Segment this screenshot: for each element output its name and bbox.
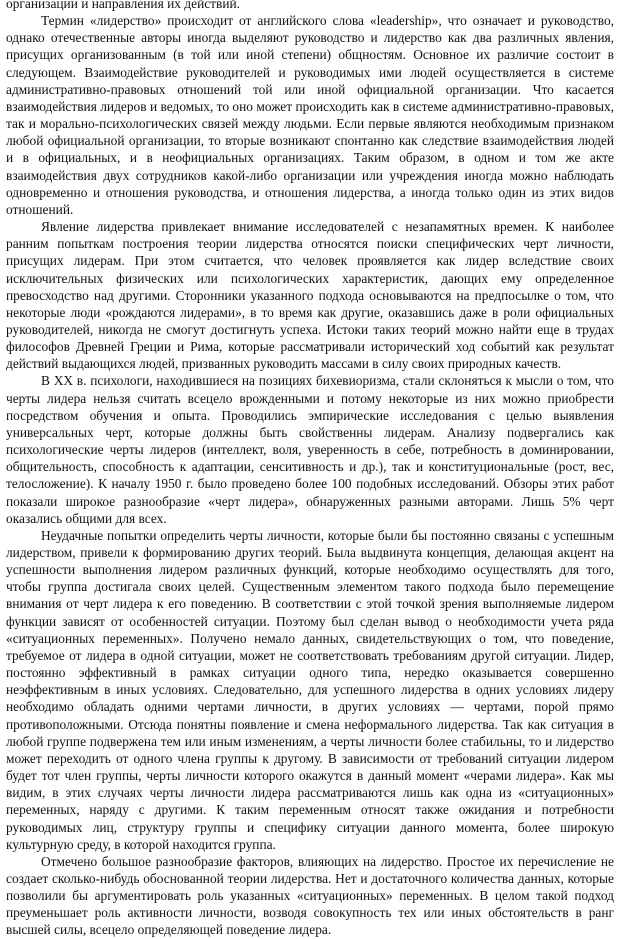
- paragraph-factors: Отмечено большое разнообразие факторов, влияющих на лидерство. Простое их перечисление не создает сколько-нибудь обоснованной теории лидерства. Нет и достаточного количества данных, которые позволили бы аргументировать роль указанных «ситуационных» переменных. В целом такой подход преуменьшает роль активности личности, возводя совокупность тех или иных обстоятельств в ранг высшей силы, всецело определяющей поведение лидера.: [6, 853, 614, 938]
- paragraph-behaviorism: В XX в. психологи, находившиеся на позициях бихевиоризма, стали склоняться к мысли о том, что черты лидера нельзя считать всецело врожденными и потому некоторые из них можно приобрести посредством обучения и опыта. Проводились эмпирические исследования с целью выявления универсальных черт, которые должны быть свойственны лидерам. Анализу подвергались как психологические черты лидеров (интеллект, воля, уверенность в себе, потребность в доминировании, общительность, способность к адаптации, сенситивность и др.), так и конституциональные (рост, вес, телосложение). К началу 1950 г. было проведено более 100 подобных исследований. Обзоры этих работ показали широкое разнообразие «черт лидера», обнаруженных разными авторами. Лишь 5% черт оказались общими для всех.: [6, 373, 614, 526]
- paragraph-situational-approach: Неудачные попытки определить черты личности, которые были бы постоянно связаны с успешным лидерством, привели к формированию других теорий. Была выдвинута концепция, делающая акцент на успешности выполнения лидером различных функций, которые необходимо осуществлять для того, чтобы группа достигала своих целей. Существенным элементом такого подхода было перемещение внимания от черт лидера к его поведению. В соответствии с этой точкой зрения выполняемые лидером функции зависят от особенностей ситуации. Поэтому был сделан вывод о необходимости учета ряда «ситуационных переменных». Получено немало данных, свидетельствующих о том, что поведение, требуемое от лидера в одной ситуации, может не соответствовать требованиям другой ситуации. Лидер, постоянно эффективный в рамках ситуации одного типа, нередко оказывается совершенно неэффективным в иных условиях. Следовательно, для успешного лидерства в одних условиях лидеру необходимо обладать одними чертами личности, в других условиях — чертами, порой прямо противоположными. Отсюда понятны появление и смена неформального лидерства. Так как ситуация в любой группе подвержена тем или иным изменениям, а черты личности более стабильны, то и лидерство может переходить от одного члена группы к другому. В зависимости от требований ситуации лидером будет тот член группы, черты личности которого окажутся в данный момент «черами лидера». Как мы видим, в этих случаях черты личности лидера рассматриваются лишь как одна из «ситуационных» переменных, наряду с другими. К таким переменным относят также ожидания и потребности руководимых лиц, структуру группы и специфику ситуации данного момента, более широкую культурную среду, в которой находится группа.: [6, 527, 614, 852]
- paragraph-leadership-term: Термин «лидерство» происходит от английского слова «leadership», что означает и руководство, однако отечественные авторы иногда выделяют руководство и лидерство как два различных явления, присущих организованным (в той или иной степени) общностям. Основное их различие состоит в следующем. Взаимодействие руководителей и руководимых ими людей осуществляется в системе административно-правовых отношений той или иной официальной организации. Что касается взаимодействия лидеров и ведомых, то оно может происходить как в системе административно-правовых, так и морально-психологических связей между людьми. Если первые являются необходимым признаком любой официальной организации, то вторые возникают спонтанно как следствие взаимодействия людей и в официальных, и в неофициальных организациях. Таким образом, в одном и том же акте взаимодействия двух сотрудников какой-либо организации или учреждения иногда можно наблюдать одновременно и отношения руководства, и отношения лидерства, а иногда только один из этих видов отношений.: [6, 13, 614, 217]
- paragraph-trait-theories: Явление лидерства привлекает внимание исследователей с незапамятных времен. К наиболее ранним попыткам построения теории лидерства относятся поиски специфических черт личности, присущих лидерам. При этом считается, что человек проявляется как лидер вследствие своих исключительных физических или психологических характеристик, дающих ему определенное превосходство над другими. Сторонники указанного подхода основываются на предпосылке о том, что некоторые люди «рождаются лидерами», в то время как другие, оказавшись даже в роли официальных руководителей, никогда не смогут достигнуть успеха. Истоки таких теорий можно найти еще в трудах философов Древней Греции и Рима, которые рассматривали исторический ход событий как результат действий выдающихся людей, призванных руководить массами в силу своих природных качеств.: [6, 219, 614, 372]
- paragraph-continuation: организации и направления их действий.: [6, 0, 241, 11]
